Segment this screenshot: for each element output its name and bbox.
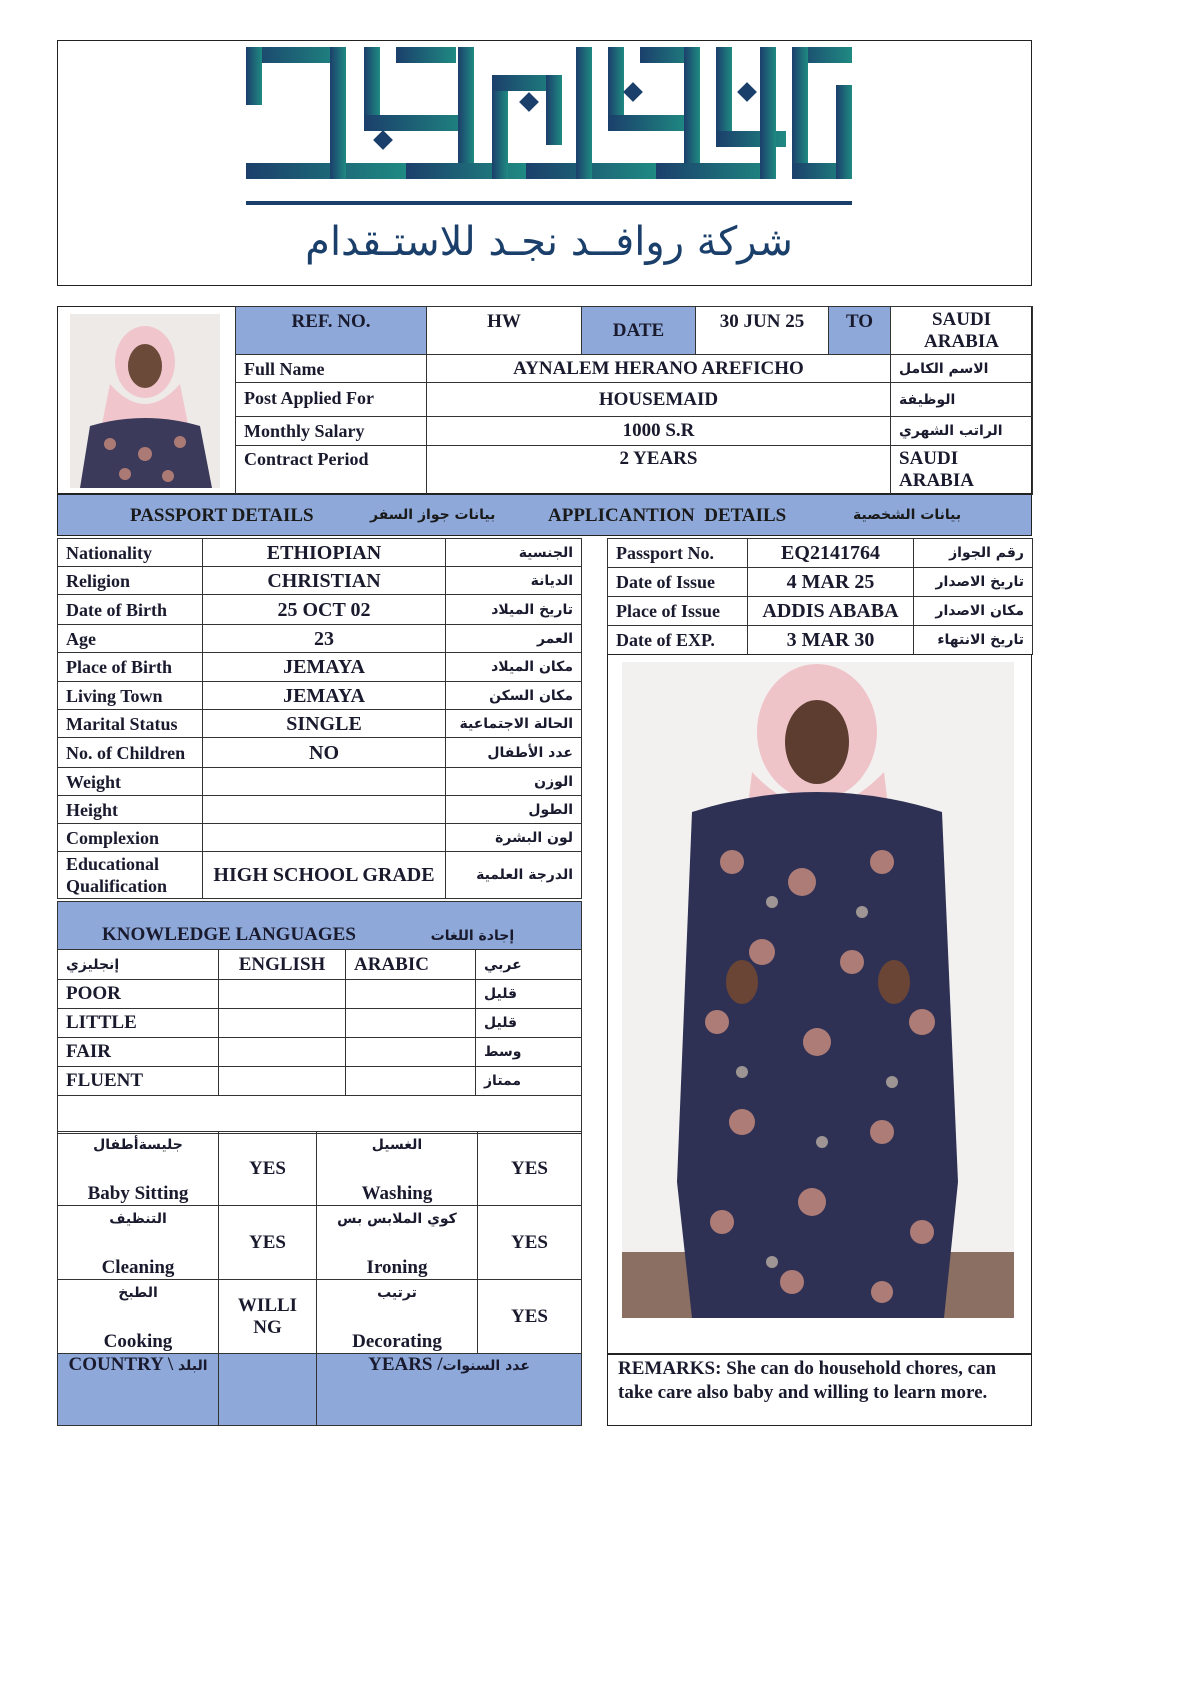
language-level-ar: وسط <box>476 1038 582 1067</box>
skill-left-name <box>58 1206 219 1280</box>
personal-label-ar: الحالة الاجتماعية <box>446 710 582 738</box>
full-name-value: AYNALEM HERANO AREFICHO <box>427 355 891 383</box>
years-header <box>317 1354 582 1426</box>
skill-right-value: YES <box>478 1280 582 1354</box>
personal-row <box>58 796 582 824</box>
skill-right-en: Decorating <box>352 1331 442 1352</box>
post-value: HOUSEMAID <box>427 383 891 417</box>
personal-value <box>203 796 446 824</box>
personal-value: SINGLE <box>203 710 446 738</box>
passport-label: Place of Issue <box>608 597 748 626</box>
personal-label: Nationality <box>58 539 203 567</box>
passport-row <box>608 568 1033 597</box>
header-box <box>57 40 1032 286</box>
arabic-header: ARABIC <box>346 950 476 980</box>
passport-details-heading-ar: بيانات جواز السفر <box>370 507 496 523</box>
skill-right-ar: ترتيب <box>377 1285 417 1301</box>
personal-label: Complexion <box>58 824 203 852</box>
skill-left-ar: التنظيف <box>109 1211 167 1227</box>
personal-value: ETHIOPIAN <box>203 539 446 567</box>
english-level-cell <box>219 980 346 1009</box>
personal-details-table <box>57 538 582 899</box>
passport-value: EQ2141764 <box>748 539 914 568</box>
languages-title-ar: إجادة اللغات <box>430 928 515 944</box>
skill-right-value: YES <box>478 1132 582 1206</box>
skill-right-en: Ironing <box>366 1257 428 1278</box>
arabic-level-cell <box>346 1067 476 1096</box>
personal-value: CHRISTIAN <box>203 567 446 595</box>
date-label: DATE <box>582 307 696 355</box>
languages-heading <box>58 902 582 950</box>
personal-value <box>203 768 446 796</box>
contract-label: Contract Period <box>236 446 427 495</box>
passport-label: Date of EXP. <box>608 626 748 655</box>
passport-label-ar: تاريخ الانتهاء <box>914 626 1033 655</box>
skill-right-en: Washing <box>361 1183 433 1204</box>
arabic-level-cell <box>346 980 476 1009</box>
country-blank <box>219 1354 317 1426</box>
skill-left-en: Cleaning <box>101 1257 175 1278</box>
languages-spacer <box>58 1096 582 1134</box>
passport-table <box>607 538 1033 655</box>
applicant-photo-small <box>70 314 220 488</box>
language-level-row <box>58 980 582 1009</box>
skill-right-name <box>317 1280 478 1354</box>
salary-value: 1000 S.R <box>427 417 891 446</box>
personal-label: Weight <box>58 768 203 796</box>
remarks-text: REMARKS: She can do household chores, can take care also baby and willing to learn more. <box>618 1358 997 1403</box>
country-label: COUNTRY \ <box>68 1354 174 1375</box>
personal-value <box>203 824 446 852</box>
passport-value: 4 MAR 25 <box>748 568 914 597</box>
skill-left-ar: جليسةأطفال <box>93 1137 183 1153</box>
passport-label-ar: مكان الاصدار <box>914 597 1033 626</box>
english-level-cell <box>219 1038 346 1067</box>
arabic-ar-header: عربي <box>476 950 582 980</box>
top-info-table <box>235 306 1033 495</box>
personal-label-ar: مكان السكن <box>446 682 582 710</box>
languages-title: KNOWLEDGE LANGUAGES <box>102 924 356 945</box>
passport-label-ar: تاريخ الاصدار <box>914 568 1033 597</box>
skill-right-name <box>317 1206 478 1280</box>
post-label-ar: الوظيفة <box>891 383 1033 417</box>
personal-row <box>58 710 582 738</box>
skill-left-name <box>58 1280 219 1354</box>
personal-label-ar: الجنسية <box>446 539 582 567</box>
section-bar <box>57 494 1032 536</box>
english-header: ENGLISH <box>219 950 346 980</box>
personal-row <box>58 682 582 710</box>
years-label-ar: عدد السنوات <box>442 1358 530 1374</box>
skills-table <box>57 1131 582 1426</box>
years-label: YEARS / <box>368 1354 443 1375</box>
english-level-cell <box>219 1009 346 1038</box>
personal-label-ar: عدد الأطفال <box>446 738 582 768</box>
personal-label-ar: تاريخ الميلاد <box>446 595 582 625</box>
passport-label-ar: رقم الجواز <box>914 539 1033 568</box>
passport-value: 3 MAR 30 <box>748 626 914 655</box>
language-level-label: LITTLE <box>58 1009 219 1038</box>
personal-row <box>58 567 582 595</box>
application-details-heading: APPLICANTION DETAILS <box>548 505 787 526</box>
language-level-label: POOR <box>58 980 219 1009</box>
personal-label-ar: الطول <box>446 796 582 824</box>
arabic-level-cell <box>346 1009 476 1038</box>
personal-label-ar: لون البشرة <box>446 824 582 852</box>
personal-row <box>58 824 582 852</box>
personal-row <box>58 653 582 682</box>
personal-value: HIGH SCHOOL GRADE <box>203 852 446 899</box>
skill-left-value: YES <box>219 1132 317 1206</box>
personal-label: Living Town <box>58 682 203 710</box>
language-level-row <box>58 1009 582 1038</box>
skill-left-ar: الطبخ <box>118 1285 158 1301</box>
personal-label-ar: العمر <box>446 625 582 653</box>
skill-left-value: WILLI NG <box>219 1280 317 1354</box>
skill-left-name <box>58 1132 219 1206</box>
personal-label-ar: مكان الميلاد <box>446 653 582 682</box>
country-header <box>58 1354 219 1426</box>
salary-label: Monthly Salary <box>236 417 427 446</box>
passport-value: ADDIS ABABA <box>748 597 914 626</box>
personal-value: JEMAYA <box>203 653 446 682</box>
passport-label: Date of Issue <box>608 568 748 597</box>
personal-row <box>58 852 582 899</box>
personal-label: Educational Qualification <box>58 852 203 899</box>
country-label-ar: البلد <box>177 1358 208 1374</box>
ref-value: HW <box>427 307 582 355</box>
language-level-row <box>58 1038 582 1067</box>
personal-value: JEMAYA <box>203 682 446 710</box>
skill-row <box>58 1206 582 1280</box>
personal-row <box>58 738 582 768</box>
skill-left-en: Cooking <box>103 1331 173 1352</box>
language-level-ar: ممتاز <box>476 1067 582 1096</box>
skill-right-ar: كوي الملابس بس <box>337 1211 457 1227</box>
full-name-label: Full Name <box>236 355 427 383</box>
languages-table <box>57 901 582 1134</box>
english-level-cell <box>219 1067 346 1096</box>
company-name-ar: شركة روافــد نجـد للاستـقدام <box>305 219 793 265</box>
personal-row <box>58 595 582 625</box>
language-level-row <box>58 1067 582 1096</box>
application-details-heading-ar: بيانات الشخصية <box>853 507 962 523</box>
personal-value: NO <box>203 738 446 768</box>
skill-left-en: Baby Sitting <box>87 1183 189 1204</box>
contract-country: SAUDI ARABIA <box>891 446 1033 495</box>
full-name-label-ar: الاسم الكامل <box>891 355 1033 383</box>
personal-label: Marital Status <box>58 710 203 738</box>
skill-right-name <box>317 1132 478 1206</box>
remarks-box <box>607 1354 1032 1426</box>
skill-right-value: YES <box>478 1206 582 1280</box>
applicant-photo-full <box>622 662 1014 1318</box>
personal-row <box>58 768 582 796</box>
arabic-level-cell <box>346 1038 476 1067</box>
ref-label: REF. NO. <box>236 307 427 355</box>
personal-label: Religion <box>58 567 203 595</box>
personal-label-ar: الديانة <box>446 567 582 595</box>
passport-label: Passport No. <box>608 539 748 568</box>
english-ar-header: إنجليزي <box>58 950 219 980</box>
language-level-ar: قليل <box>476 1009 582 1038</box>
personal-value: 23 <box>203 625 446 653</box>
post-label: Post Applied For <box>236 383 427 417</box>
skill-right-ar: الغسيل <box>371 1137 423 1153</box>
skill-left-value: YES <box>219 1206 317 1280</box>
skill-row <box>58 1280 582 1354</box>
personal-label: Date of Birth <box>58 595 203 625</box>
date-value: 30 JUN 25 <box>696 307 829 355</box>
to-label: TO <box>829 307 891 355</box>
language-level-label: FAIR <box>58 1038 219 1067</box>
personal-row <box>58 539 582 567</box>
skill-row <box>58 1132 582 1206</box>
personal-row <box>58 625 582 653</box>
personal-label-ar: الوزن <box>446 768 582 796</box>
personal-value: 25 OCT 02 <box>203 595 446 625</box>
contract-value: 2 YEARS <box>427 446 891 495</box>
language-level-label: FLUENT <box>58 1067 219 1096</box>
personal-label: Height <box>58 796 203 824</box>
personal-label: Age <box>58 625 203 653</box>
language-level-ar: قليل <box>476 980 582 1009</box>
passport-row <box>608 539 1033 568</box>
to-value: SAUDI ARABIA <box>891 307 1033 355</box>
salary-label-ar: الراتب الشهري <box>891 417 1033 446</box>
passport-row <box>608 597 1033 626</box>
passport-details-heading: PASSPORT DETAILS <box>130 505 314 526</box>
company-logo <box>246 45 856 275</box>
personal-label-ar: الدرجة العلمية <box>446 852 582 899</box>
personal-label: Place of Birth <box>58 653 203 682</box>
passport-row <box>608 626 1033 655</box>
personal-label: No. of Children <box>58 738 203 768</box>
